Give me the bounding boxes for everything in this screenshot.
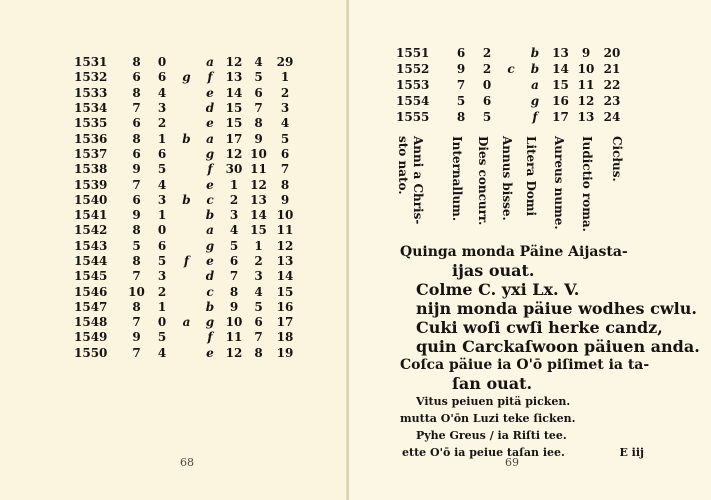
left-page [0,0,347,500]
table-cell: 0 [482,77,492,92]
calendar-table-right [396,45,625,125]
table-cell: 7 [132,315,141,330]
table-cell: e [206,177,214,192]
table-cell: 22 [603,77,621,92]
table-cell [176,86,197,101]
table-cell: a [206,131,214,146]
table-cell: 13 [552,45,569,60]
table-cell: c [507,61,515,76]
table-cell: 10 [250,146,267,161]
verse-line: mutta O'ōn Luzi teke ſicken. [400,412,576,425]
table-cell: 4 [229,223,239,238]
table-row [74,162,298,177]
table-cell: 1 [254,238,263,253]
table-cell: 5 [157,254,167,268]
year-cell: 1539 [74,177,108,192]
table-cell: 2 [157,284,167,299]
table-cell: 5 [456,93,466,108]
table-cell: 17 [276,315,294,330]
table-cell: 4 [254,55,263,70]
table-cell [176,330,197,345]
table-cell: 9 [132,330,141,345]
year-cell: 1540 [74,192,108,207]
table-cell: 15 [250,223,267,238]
table-row [396,93,625,109]
table-cell: 11 [250,162,267,177]
table-cell: 3 [157,101,167,116]
table-cell: a [182,315,191,330]
table-cell: e [206,345,214,360]
table-cell: 9 [280,192,290,207]
table-cell [176,101,197,116]
table-cell: 0 [157,223,167,238]
table-cell [500,77,522,93]
table-cell: 16 [552,93,569,108]
table-row [74,208,298,223]
table-cell: 2 [229,192,239,207]
table-cell: b [205,299,215,314]
table-row [74,315,298,330]
year-cell: 1542 [74,223,108,238]
table-cell: f [207,70,213,85]
table-cell: 6 [456,45,466,60]
table-row [74,131,298,146]
table-cell: e [206,254,214,268]
table-cell: 6 [132,192,141,207]
table-cell: d [205,101,215,116]
table-cell: 10 [225,315,243,330]
table-cell: 24 [603,109,621,124]
table-cell: 15 [225,116,243,131]
table-cell: 9 [581,45,591,60]
table-cell: d [205,269,215,284]
year-cell: 1532 [74,70,108,85]
table-cell: 3 [157,269,167,284]
table-cell: 13 [250,192,267,207]
table-row [74,239,298,254]
year-cell: 1534 [74,101,108,116]
table-cell: 5 [254,70,263,85]
table-cell: 8 [229,284,239,299]
table-row [396,45,625,61]
table-row [396,109,625,125]
table-cell: 6 [132,116,141,131]
table-row [74,330,298,345]
table-cell: 12 [250,177,267,192]
table-row [74,254,298,269]
verse-block [400,243,700,461]
table-cell: 3 [254,269,263,284]
table-cell: 2 [280,85,290,100]
table-cell: 3 [229,208,239,223]
table-cell: 29 [276,55,294,70]
table-cell: 9 [132,208,141,223]
table-row [74,223,298,238]
verse-line: ijas ouat. [452,261,535,280]
table-cell: 5 [482,109,492,124]
table-cell: f [183,254,190,268]
table-cell: 12 [577,93,595,108]
table-cell: 2 [254,254,263,268]
table-cell: 16 [276,299,294,314]
table-row [396,61,625,77]
table-cell: 6 [132,70,141,85]
year-cell: 1553 [396,77,430,92]
table-cell: 1 [157,208,167,223]
table-cell: c [206,284,214,299]
table-cell: b [530,61,540,76]
column-header-golden-number: Aureus nume. [552,136,566,230]
table-cell: 14 [225,85,243,100]
table-cell: f [532,109,538,124]
year-cell: 1543 [74,238,108,253]
table-cell: 1 [157,299,167,314]
verse-line: nijn monda päiue wodhes cwlu. [416,299,697,318]
verse-line: quin Carckaſwoon päiuen anda. [416,337,700,356]
year-cell: 1531 [74,55,108,70]
table-cell: 8 [132,55,141,70]
table-cell: 7 [280,162,290,177]
table-cell [176,162,197,177]
table-cell [176,208,197,223]
table-cell [176,55,197,70]
table-cell: 3 [280,101,290,116]
table-cell: g [182,70,191,85]
table-cell: e [206,85,214,100]
table-cell: 8 [254,116,263,131]
table-cell: g [205,238,215,253]
table-cell: 17 [552,109,569,124]
table-cell: 6 [157,146,167,161]
year-cell: 1535 [74,116,108,131]
table-cell: 4 [157,345,167,360]
table-cell: 7 [254,330,263,345]
table-cell: f [207,330,213,345]
table-cell: 6 [482,93,492,108]
table-cell: g [205,146,215,161]
table-cell: e [206,116,214,131]
table-cell: 3 [157,192,167,207]
table-cell: 12 [225,146,243,161]
table-cell: b [205,208,215,223]
table-cell: 12 [276,238,294,253]
table-cell: 4 [254,284,263,299]
table-cell: 10 [577,61,595,76]
year-cell: 1547 [74,299,108,314]
table-cell: 23 [603,93,621,108]
table-cell: 6 [254,315,263,330]
table-cell: 30 [225,162,243,177]
table-cell: 7 [456,77,466,92]
table-cell [176,284,197,299]
table-row [74,177,298,192]
table-row [74,346,298,361]
table-cell: 20 [603,45,621,60]
page-number-left: 68 [180,456,194,469]
table-cell: 8 [280,177,290,192]
table-cell [500,109,522,125]
year-cell: 1554 [396,93,430,108]
year-cell: 1549 [74,330,108,345]
table-cell [500,45,522,61]
table-cell: 12 [225,55,243,70]
year-cell: 1536 [74,131,108,146]
year-cell: 1552 [396,61,430,76]
table-cell: 11 [577,77,595,92]
table-cell: f [207,162,213,177]
table-cell: 8 [132,223,141,238]
table-cell: 13 [577,109,595,124]
table-cell: 5 [157,162,167,177]
table-cell: 1 [229,177,239,192]
table-cell: 13 [225,70,243,85]
table-cell: 7 [229,269,239,284]
table-cell: 11 [276,223,294,238]
table-cell: 6 [132,146,141,161]
table-cell: 14 [552,61,569,76]
calendar-table-left [74,55,298,361]
table-cell [176,239,197,254]
table-cell: 8 [456,109,466,124]
column-header-year-1: Anni a Chris- [411,136,425,225]
table-cell: a [206,55,214,70]
catchword: E iij [619,446,644,459]
year-cell: 1555 [396,109,430,124]
year-cell: 1544 [74,254,108,268]
column-header-dominical-letter: Litera Domi [524,136,538,217]
verse-line: Coſca päiue ia O'ō piſimet ia ta- [400,357,650,373]
table-cell: 5 [157,330,167,345]
column-header-year-2: sto nato. [396,136,410,195]
table-cell: 14 [250,208,267,223]
page-number-right: 69 [505,456,519,469]
table-cell: 6 [280,146,290,161]
table-row [74,86,298,101]
table-cell: 8 [132,299,141,314]
year-cell: 1548 [74,315,108,330]
table-cell: a [531,77,539,92]
table-cell: 7 [132,177,141,192]
year-cell: 1545 [74,269,108,284]
table-cell: 8 [254,345,263,360]
year-cell: 1551 [396,45,430,60]
verse-line: Quinga monda Päine Aijasta- [400,244,628,260]
table-cell: 9 [132,162,141,177]
column-header-interval: Internallum. [450,136,464,222]
table-cell: 8 [132,85,141,100]
table-cell: 1 [280,70,290,85]
table-cell: b [182,192,191,207]
table-cell: 14 [276,269,294,284]
table-cell: g [530,93,540,108]
table-cell: 0 [157,55,167,70]
table-cell [176,300,197,315]
year-cell: 1537 [74,146,108,161]
table-cell: 13 [276,254,294,268]
table-cell [176,147,197,162]
table-cell [176,116,197,131]
table-cell: 7 [132,269,141,284]
table-cell: c [206,192,214,207]
table-row [74,193,298,208]
table-cell: 5 [229,238,239,253]
year-cell: 1541 [74,208,108,223]
table-cell: 5 [254,299,263,314]
year-cell: 1538 [74,162,108,177]
table-cell: 5 [280,131,290,146]
table-cell: 4 [280,116,290,131]
table-cell: 15 [552,77,569,92]
column-header-concurrents: Dies concurr. [476,136,490,226]
table-cell: 9 [229,299,239,314]
table-cell: g [205,315,215,330]
table-row [74,101,298,116]
table-cell: 8 [132,254,141,268]
table-cell: 6 [157,238,167,253]
table-cell: 11 [225,330,243,345]
table-cell [176,177,197,192]
table-cell: 12 [225,345,243,360]
table-row [74,70,298,85]
verse-line: Pyhe Greus / ia Riſti tee. [416,429,567,442]
table-cell: 1 [157,131,167,146]
column-header-solar-cycle: Cicłus. [610,136,624,182]
table-cell: 18 [276,330,294,345]
table-row [74,269,298,284]
column-header-roman-indiction: Iudictio roma. [580,136,594,232]
table-cell: 6 [254,85,263,100]
table-cell: a [206,223,214,238]
year-cell: 1550 [74,345,108,360]
table-cell: b [182,131,191,146]
table-row [74,116,298,131]
table-cell: b [530,45,540,60]
table-cell: 9 [456,61,466,76]
table-cell: 15 [276,284,294,299]
year-cell: 1546 [74,284,108,299]
table-row [74,300,298,315]
table-cell [176,346,197,361]
verse-last-line [400,444,652,461]
column-header-leap-year: Annus bisse. [500,136,514,221]
table-row [74,284,298,299]
table-cell: 7 [254,101,263,116]
verse-line: Colme C. yxi Lx. V. [416,280,580,299]
table-cell [500,93,522,109]
table-cell: 17 [225,131,243,146]
table-cell [176,223,197,238]
table-cell: 2 [482,45,492,60]
table-cell [176,269,197,284]
table-row [396,77,625,93]
verse-line: ſan ouat. [452,374,533,393]
table-cell: 6 [157,70,167,85]
table-row [74,55,298,70]
table-cell: 0 [157,315,167,330]
table-cell: 8 [132,131,141,146]
year-cell: 1533 [74,85,108,100]
table-cell: 4 [157,85,167,100]
table-cell: 7 [132,345,141,360]
table-cell: 9 [254,131,263,146]
table-cell: 21 [603,61,621,76]
table-cell: 4 [157,177,167,192]
table-cell: 7 [132,101,141,116]
table-cell: 6 [229,254,239,268]
verse-line: Vitus peiuen pitä picken. [416,395,571,408]
table-cell: 19 [276,345,294,360]
table-cell: 2 [482,61,492,76]
table-cell: 15 [225,101,243,116]
verse-line: Cuki woſi cwſi herke candz, [416,318,663,337]
table-row [74,147,298,162]
table-cell: 2 [157,116,167,131]
table-cell: 5 [132,238,141,253]
table-cell: 10 [276,208,294,223]
verse-line: ette O'ō ia peiue taſan iee. [402,446,565,459]
table-cell: 10 [128,284,145,299]
